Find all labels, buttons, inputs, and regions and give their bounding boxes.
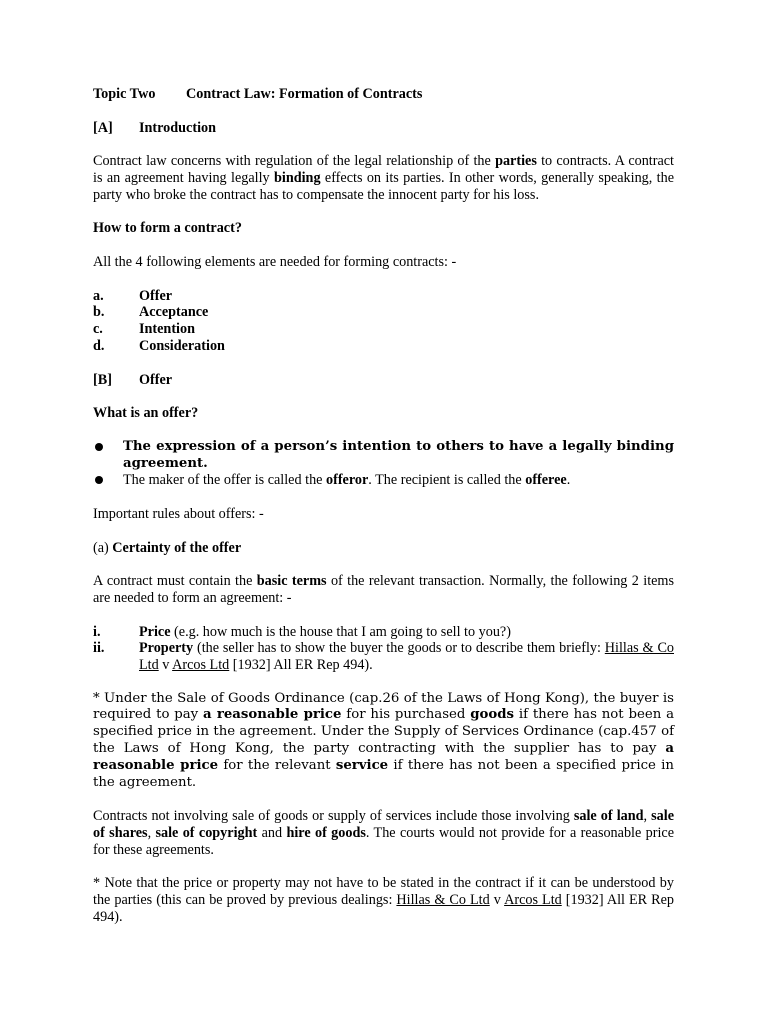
para-bold: sale of land xyxy=(573,808,644,825)
section-label: [B] xyxy=(93,371,112,388)
certainty-text: A contract must contain the xyxy=(93,573,257,590)
para-text: . The courts would not provide for a reasonable price for these agreements. xyxy=(93,825,674,858)
item-bold: Price xyxy=(139,623,171,640)
list-item xyxy=(93,640,674,674)
bullet-text xyxy=(123,472,674,489)
intro-text: effects on its parties. In other words, generally speaking, the party who broke the contract has to compensate the innocent party for his loss. xyxy=(93,169,675,203)
section-title: Offer xyxy=(139,371,173,388)
note-text: if there has not been a specified price in the agreement. xyxy=(93,757,674,790)
certainty-text: of the relevant transaction. Normally, the following 2 items are needed to form an agreement: - xyxy=(93,573,674,606)
bullet-text-part: . xyxy=(566,472,571,489)
list-item xyxy=(93,288,674,305)
list-item-label: a. xyxy=(93,287,104,304)
case-name: Arcos Ltd xyxy=(172,657,230,674)
intro-paragraph xyxy=(93,153,674,203)
certainty-paragraph xyxy=(93,573,674,607)
list-item xyxy=(93,304,674,321)
note-text: * Under the Sale of Goods Ordinance (cap.26 of the Laws of Hong Kong), the buyer is required to pay xyxy=(93,690,674,723)
note-text: if there has not been a specified price in the agreement. Under the Supply of Services Ordinance (cap.457 of the Laws of Hong Kong, the party contracting with the supplier has to pay xyxy=(93,707,674,757)
note-paragraph xyxy=(93,691,674,792)
topic-subject: Contract Law: Formation of Contracts xyxy=(186,86,423,102)
contracts-not-paragraph xyxy=(93,808,674,858)
bullet-text: The expression of a person’s intention to others to have a legally binding agreement. xyxy=(123,438,674,471)
certainty-bold: basic terms xyxy=(256,573,327,590)
item-text: v xyxy=(158,657,173,674)
para-text: , xyxy=(643,808,652,825)
case-name: Hillas & Co Ltd xyxy=(396,892,490,909)
note-bold: a reasonable price xyxy=(93,741,674,773)
note-text: v xyxy=(489,892,505,909)
bullet-text-part: The maker of the offer is called the xyxy=(123,472,327,489)
certainty-title: Certainty of the offer xyxy=(112,539,242,556)
bullet-item xyxy=(93,439,674,473)
note-text: * Note that the price or property may not have to be stated in the contract if it can be understood by the parties (this can be proved by previous dealings: xyxy=(93,875,674,909)
list-item-label: d. xyxy=(93,337,105,354)
list-item-text: Offer xyxy=(139,287,173,304)
item-text: (e.g. how much is the house that I am going to sell to you?) xyxy=(170,623,511,640)
section-b-heading xyxy=(93,372,674,389)
list-item-label: i. xyxy=(93,623,101,640)
item-text: [1932] All ER Rep 494). xyxy=(229,657,373,674)
para-bold: sale of shares xyxy=(93,808,674,842)
certainty-heading xyxy=(93,540,674,557)
section-a-heading xyxy=(93,120,674,137)
list-item-text: Intention xyxy=(139,321,195,338)
note-bold: service xyxy=(335,757,389,773)
list-item-text xyxy=(139,624,674,641)
elements-intro: All the 4 following elements are needed for forming contracts: - xyxy=(93,253,457,270)
note-text: [1932] All ER Rep 494). xyxy=(93,892,675,926)
bullet-bold: offeree xyxy=(525,472,567,489)
what-offer-heading: What is an offer? xyxy=(93,405,199,422)
list-item-label: ii. xyxy=(93,640,105,657)
para-text: and xyxy=(257,825,287,842)
list-item-text xyxy=(139,640,674,674)
section-label: [A] xyxy=(93,119,113,136)
topic-label: Topic Two xyxy=(93,86,156,102)
list-item xyxy=(93,321,674,338)
list-item xyxy=(93,624,674,641)
bullet-dot-icon xyxy=(93,439,123,473)
note-text: for the relevant xyxy=(218,757,336,773)
item-text: (the seller has to show the buyer the goods or to describe them briefly: xyxy=(193,640,605,657)
intro-bold: binding xyxy=(274,169,321,186)
item-bold: Property xyxy=(139,640,194,657)
document-title xyxy=(93,86,674,103)
bullet-item xyxy=(93,472,674,489)
intro-text: to contracts. A contract is an agreement having legally xyxy=(93,153,675,186)
para-bold: hire of goods xyxy=(286,825,366,842)
para-bold: sale of copyright xyxy=(155,825,258,842)
bullet-dot-icon xyxy=(93,472,123,489)
bullet-bold: offeror xyxy=(326,472,369,489)
elements-list xyxy=(93,288,674,355)
case-name: Arcos Ltd xyxy=(504,892,562,909)
list-item-label: b. xyxy=(93,304,105,321)
note-text: for his purchased xyxy=(341,707,471,723)
case-name: Hillas & Co Ltd xyxy=(139,640,674,674)
section-title: Introduction xyxy=(139,119,216,136)
intro-bold: parties xyxy=(495,153,537,170)
para-text: Contracts not involving sale of goods or supply of services include those involving xyxy=(93,808,574,825)
list-item-text: Consideration xyxy=(139,337,225,354)
list-item xyxy=(93,338,674,355)
list-item-label: c. xyxy=(93,321,103,338)
bullet-text-part: . The recipient is called the xyxy=(368,472,526,489)
note-paragraph xyxy=(93,875,674,925)
how-heading: How to form a contract? xyxy=(93,220,242,237)
intro-text: Contract law concerns with regulation of the legal relationship of the xyxy=(93,153,496,170)
list-item-text: Acceptance xyxy=(139,304,209,321)
certainty-prefix: (a) xyxy=(93,539,113,556)
note-bold: a reasonable price xyxy=(203,707,342,723)
para-text: , xyxy=(147,825,156,842)
document-page xyxy=(93,86,674,926)
rules-intro: Important rules about offers: - xyxy=(93,505,264,522)
note-bold: goods xyxy=(470,707,515,723)
